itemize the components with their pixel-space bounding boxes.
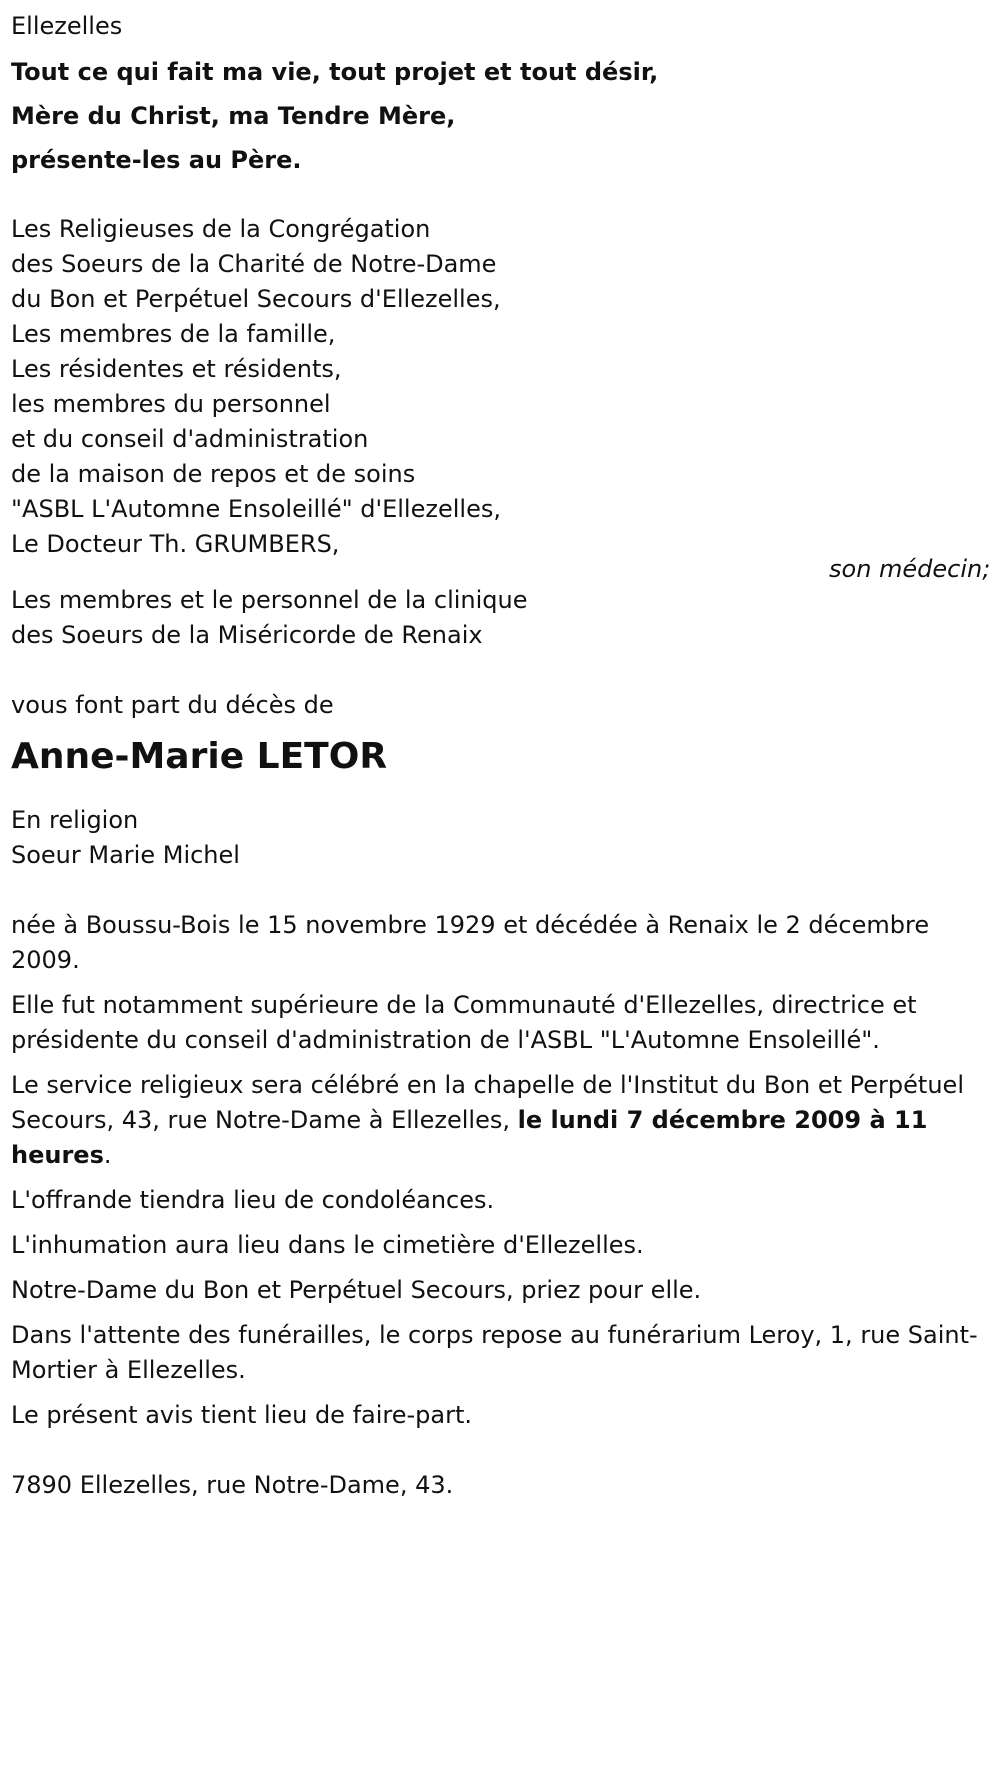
announcer-line: de la maison de repos et de soins bbox=[11, 460, 416, 488]
religious-name-block bbox=[11, 803, 996, 873]
clinic-block bbox=[11, 583, 996, 653]
doctor-row bbox=[11, 527, 996, 583]
announcer-line: Les résidentes et résidents, bbox=[11, 355, 342, 383]
burial-paragraph: L'inhumation aura lieu dans le cimetière d'Ellezelles. bbox=[11, 1231, 644, 1259]
details-block bbox=[11, 908, 996, 1433]
religion-label: En religion bbox=[11, 806, 139, 834]
doctor-name: Le Docteur Th. GRUMBERS, bbox=[11, 530, 340, 558]
address-line: 7890 Ellezelles, rue Notre-Dame, 43. bbox=[11, 1471, 454, 1499]
prayer-line: présente-les au Père. bbox=[11, 146, 302, 174]
deceased-name: Anne-Marie LETOR bbox=[11, 736, 388, 777]
announcer-line: "ASBL L'Automne Ensoleillé" d'Ellezelles, bbox=[11, 495, 501, 523]
announcer-line: les membres du personnel bbox=[11, 390, 331, 418]
announcer-line: Les Religieuses de la Congrégation bbox=[11, 215, 431, 243]
career-paragraph: Elle fut notamment supérieure de la Communauté d'Ellezelles, directrice et présidente du conseil d'administration de l'ASBL "L'Automne Ensoleillé". bbox=[11, 991, 917, 1054]
service-date: le lundi 7 décembre 2009 à 11 heures bbox=[11, 1106, 928, 1169]
service-paragraph bbox=[11, 1068, 996, 1173]
funeral-home-paragraph: Dans l'attente des funérailles, le corps repose au funérarium Leroy, 1, rue Saint-Mortier à Ellezelles. bbox=[11, 1321, 978, 1384]
birth-death-paragraph: née à Boussu-Bois le 15 novembre 1929 et décédée à Renaix le 2 décembre 2009. bbox=[11, 911, 930, 974]
announcer-line: du Bon et Perpétuel Secours d'Ellezelles, bbox=[11, 285, 501, 313]
obituary-content bbox=[11, 6, 996, 1503]
announcers-block bbox=[11, 212, 996, 583]
service-text: Le service religieux sera célébré en la chapelle de l'Institut du Bon et Perpétuel Secours, 43, rue Notre-Dame à Ellezelles, bbox=[11, 1071, 964, 1134]
doctor-role: son médecin; bbox=[829, 555, 991, 583]
announcer-line: des Soeurs de la Charité de Notre-Dame bbox=[11, 250, 497, 278]
clinic-line: Les membres et le personnel de la clinique bbox=[11, 586, 528, 614]
offering-paragraph: L'offrande tiendra lieu de condoléances. bbox=[11, 1186, 495, 1214]
intro-text: vous font part du décès de bbox=[11, 691, 334, 719]
religious-name: Soeur Marie Michel bbox=[11, 841, 240, 869]
clinic-line: des Soeurs de la Miséricorde de Renaix bbox=[11, 621, 483, 649]
prayer-block bbox=[11, 50, 996, 182]
notice-paragraph: Le présent avis tient lieu de faire-part. bbox=[11, 1401, 473, 1429]
place-header: Ellezelles bbox=[11, 12, 123, 40]
prayer-line: Mère du Christ, ma Tendre Mère, bbox=[11, 102, 456, 130]
prayer-end-paragraph: Notre-Dame du Bon et Perpétuel Secours, priez pour elle. bbox=[11, 1276, 702, 1304]
announcer-line: Les membres de la famille, bbox=[11, 320, 336, 348]
prayer-line: Tout ce qui fait ma vie, tout projet et tout désir, bbox=[11, 58, 659, 86]
announcer-line: et du conseil d'administration bbox=[11, 425, 369, 453]
service-end: . bbox=[103, 1141, 112, 1169]
